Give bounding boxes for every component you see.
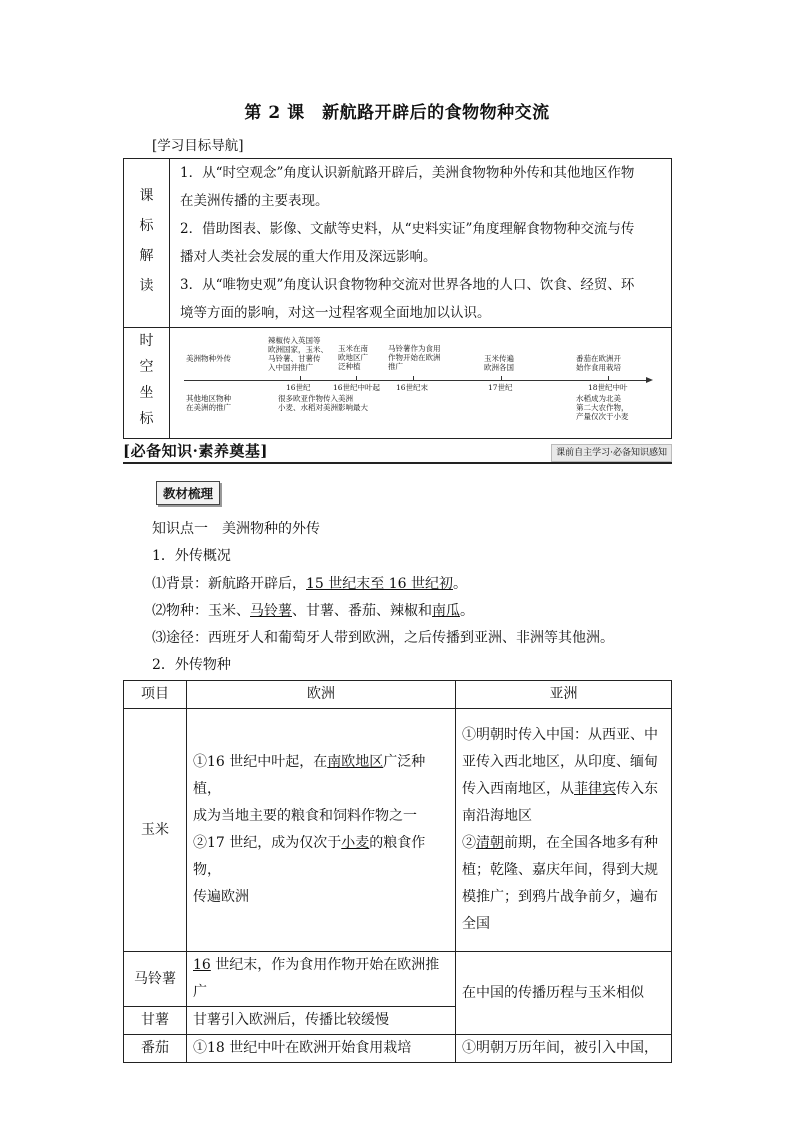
- text: 广泛种植，: [193, 754, 426, 797]
- cell-line: 成为当地主要的粮食和饲料作物之一: [193, 808, 417, 824]
- timeline-tick: [608, 376, 609, 381]
- potato-europe-cell: [187, 952, 456, 1007]
- timeline-note: 马铃薯作为食用 作物开始在欧洲 推广: [388, 344, 441, 371]
- sweet-potato-europe-cell: 甘薯引入欧洲后，传播比较缓慢: [187, 1007, 456, 1035]
- goal-line: 2．借助图表、影像、文献等史料，从“史料实证”角度理解食物物种交流与传: [180, 221, 635, 237]
- cell-line: 模推广；到鸦片战争前夕，遍布: [462, 889, 658, 905]
- text: 的粮食作物，: [193, 835, 426, 878]
- underlined-text: 小麦: [341, 835, 370, 851]
- timeline-label-top: 美洲物种外传: [186, 354, 231, 363]
- table-row: [124, 709, 672, 952]
- timeline: [170, 328, 673, 438]
- timeline-tick-label: 17世纪: [488, 383, 513, 392]
- cell-line: 亚传入西北地区，从印度、缅甸: [462, 754, 658, 770]
- timeline-tick-label: 16世纪中叶起: [333, 383, 381, 392]
- text: 传入东: [616, 781, 658, 797]
- band-tag: 课前自主学习·必备知识感知: [551, 444, 672, 462]
- time-space-label: [124, 328, 170, 439]
- side-char: 空: [139, 359, 154, 375]
- cell-line: 全国: [462, 916, 490, 932]
- text: 传入西南地区，从: [462, 781, 574, 797]
- crop-name: 番茄: [124, 1035, 187, 1063]
- table-row: [124, 952, 672, 1007]
- corn-asia-cell: [456, 709, 672, 952]
- timeline-tick: [413, 376, 414, 381]
- underlined-text: 15 世纪末至 16 世纪初: [306, 576, 453, 592]
- text: ②: [462, 835, 476, 851]
- tomato-europe-cell: ①18 世纪中叶在欧洲开始食用栽培: [187, 1035, 456, 1063]
- timeline-note: 番茄在欧洲开 始作食用栽培: [576, 354, 621, 372]
- crop-table: [123, 680, 672, 1063]
- crop-name: 玉米: [124, 709, 187, 952]
- cell-line: [462, 776, 665, 803]
- underlined-text: 南瓜: [432, 603, 460, 619]
- side-char: 读: [139, 278, 154, 294]
- timeline-note: 很多欧亚作物传入美洲 小麦、水稻对美洲影响最大: [278, 394, 368, 412]
- underlined-text: 马铃薯: [250, 603, 292, 619]
- goal-line: 境等方面的影响，对这一过程客观全面地加以认识。: [180, 305, 491, 321]
- table-header-cell: 项目: [124, 681, 187, 709]
- underlined-text: 菲律宾: [574, 781, 616, 797]
- timeline-tick: [300, 376, 301, 381]
- timeline-tick-label: 16世纪: [286, 383, 311, 392]
- text: ⑵物种：玉米、: [152, 603, 250, 619]
- side-char: 课: [139, 188, 154, 204]
- timeline-arrow-icon: [646, 377, 653, 383]
- shared-asia-cell: 在中国的传播历程与玉米相似: [456, 952, 672, 1035]
- timeline-cell: [170, 328, 672, 439]
- text: 。: [452, 576, 467, 592]
- timeline-label-bottom: 其他地区物种 在美洲的推广: [186, 394, 231, 412]
- timeline-tick-label: 18世纪中叶: [588, 383, 628, 392]
- underlined-text: 南欧地区: [327, 754, 384, 770]
- tomato-asia-cell: ①明朝万历年间，被引入中国，: [456, 1035, 672, 1063]
- underlined-text: 清朝: [476, 835, 504, 851]
- crop-name: 马铃薯: [124, 952, 187, 1007]
- cell-line: [193, 749, 449, 803]
- goal-line: 播对人类社会发展的重大作用及深远影响。: [180, 249, 437, 265]
- text: 世纪末，作为食用作物开始在欧洲推广: [193, 957, 440, 1000]
- text: ①16 世纪中叶起，在: [193, 754, 328, 770]
- side-char: 解: [139, 248, 154, 264]
- band-title: [必备知识·素养奠基]: [123, 442, 268, 460]
- goal-line: 3．从“唯物史观”角度认识食物物种交流对世界各地的人口、饮食、经贸、环: [180, 277, 635, 293]
- text: 。: [460, 603, 474, 619]
- species-line: [152, 600, 474, 620]
- underlined-text: 16: [193, 957, 211, 973]
- timeline-axis: [184, 380, 649, 381]
- curriculum-interpretation-label: [124, 159, 170, 328]
- lesson-title: 第 2 课 新航路开辟后的食物物种交流: [244, 103, 550, 123]
- subheading: 1．外传概况: [152, 548, 231, 564]
- side-char: 坐: [139, 385, 154, 401]
- table-header-cell: 欧洲: [187, 681, 456, 709]
- text: ②17 世纪，成为仅次于: [193, 835, 342, 851]
- goal-line: 在美洲传播的主要表现。: [180, 193, 329, 209]
- goal-line: 1．从“时空观念”角度认识新航路开辟后，美洲食物物种外传和其他地区作物: [180, 165, 635, 181]
- timeline-tick: [501, 376, 502, 381]
- table-header-row: [124, 681, 672, 709]
- section-band: [123, 440, 672, 464]
- timeline-note: 水稻成为北美 第二大农作物， 产量仅次于小麦: [576, 394, 629, 421]
- learning-goal-nav-label: [学习目标导航]: [152, 138, 244, 154]
- timeline-tick-label: 16世纪末: [396, 383, 429, 392]
- text: ⑴背景：新航路开辟后，: [152, 576, 306, 592]
- background-line: [152, 573, 467, 593]
- knowledge-point-heading: 知识点一 美洲物种的外传: [152, 521, 320, 537]
- timeline-note: 玉米传遍 欧洲各国: [484, 354, 514, 372]
- subheading: 2．外传物种: [152, 657, 231, 673]
- corn-europe-cell: [187, 709, 456, 952]
- goal-content: [170, 159, 672, 328]
- timeline-note: 玉米在南 欧地区广 泛种植: [338, 344, 368, 371]
- cell-line: ①明朝时传入中国：从西亚、中: [462, 727, 658, 743]
- cell-line: [462, 830, 665, 857]
- learning-goals-table: [123, 158, 672, 439]
- cell-line: 传遍欧洲: [193, 889, 249, 905]
- timeline-note: 辣椒传入英国等 欧洲国家，玉米、 马铃薯、甘薯传 入中国并推广: [268, 336, 328, 372]
- route-line: ⑶途径：西班牙人和葡萄牙人带到欧洲，之后传播到亚洲、非洲等其他洲。: [152, 630, 614, 646]
- side-char: 标: [139, 411, 154, 427]
- side-char: 标: [139, 218, 154, 234]
- crop-name: 甘薯: [124, 1007, 187, 1035]
- cell-line: 植；乾隆、嘉庆年间，得到大规: [462, 862, 658, 878]
- table-header-cell: 亚洲: [456, 681, 672, 709]
- side-char: 时: [139, 333, 154, 349]
- text: 前期，在全国各地多有种: [504, 835, 658, 851]
- cell-line: [193, 830, 449, 884]
- table-row: [124, 1035, 672, 1063]
- textbook-review-badge: 教材梳理: [156, 481, 220, 505]
- text: 、甘薯、番茄、辣椒和: [292, 603, 432, 619]
- cell-line: 南沿海地区: [462, 808, 532, 824]
- timeline-tick: [356, 376, 357, 381]
